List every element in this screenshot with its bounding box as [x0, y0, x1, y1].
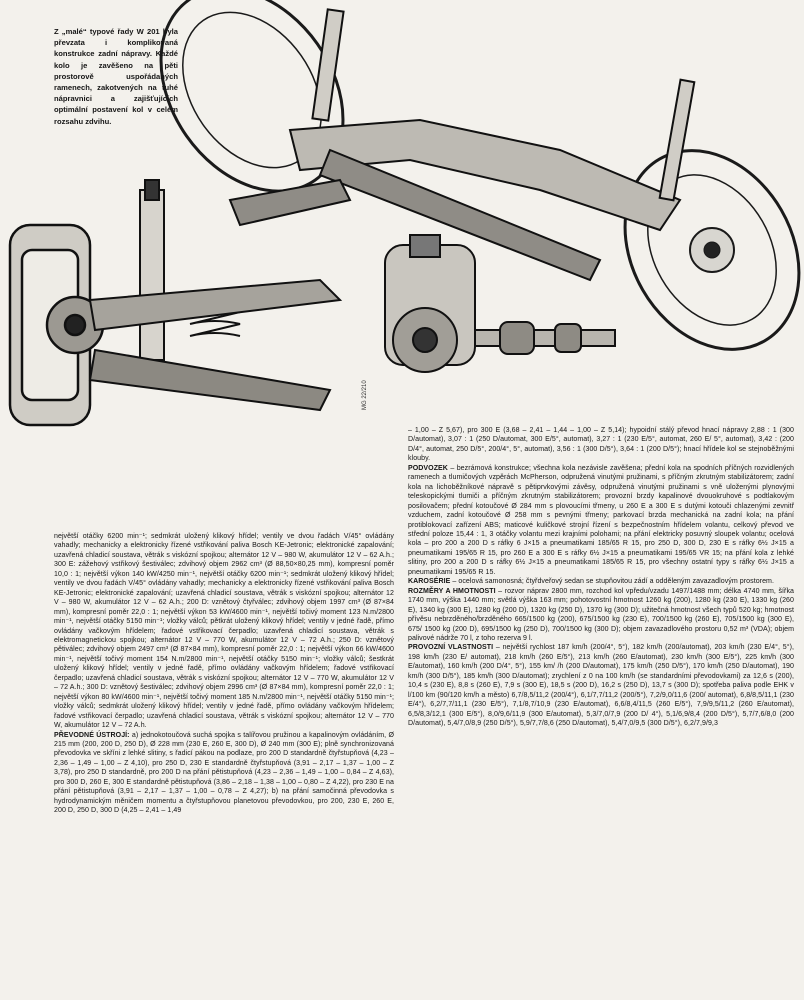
left-column [54, 532, 394, 816]
body-paragraph [408, 577, 794, 586]
dimensions-header: ROZMĚRY A HMOTNOSTI [408, 587, 496, 595]
chassis-header: PODVOZEK [408, 464, 448, 472]
left-control-arms [90, 280, 340, 410]
dimensions-paragraph [408, 587, 794, 644]
chassis-paragraph [408, 464, 794, 577]
chassis-text: – bezrámová konstrukce; všechna kola nezávisle zavěšena; přední kola na spodních příčných rozvidlených ramenech a tlumičových vzpěrách McPherson, odpružená vinutými pružinami, s příčným zkrutným stabilizátorem; zadní kola na lichoběžníkové nápravě s pětiprvkovými závěsy, odpružená vinutými pružinami s vně uloženými plynovými teleskopickými tlumiči a příčným zkrutným stabilizátorem; provozní brzdy kapalinové dvouokruhové s podtlakovým posilovačem; přední kotoučové Ø 284 mm s plovoucími třmeny, u 260 E a 300 E s dutými kotouči chlazenými zevnitř vzduchem, zadní kotoučové Ø 258 mm s pevnými třmeny; parkovací brzda mechanická na zadní kola; na přání protiblokovací zařízení ABS; maticové kuličkové strojní řízení s bezpečnostním hřídelem volantu, celkový převod ve střední poloze 15,44 : 1, 3 otáčky volantu mezi krajními polohami; na přání elektricky posuvný sloupek volantu; ocelová kola – pro 200 a 200 D s ráfky 6 J×15 a pneumatikami 185/65 R 15, pro 250 D, 300 D, 230 E s ráfky 6½ J×15 a pneumatikami 195/65 R 15, pro 260 E a 300 E s ráfky 6½ J×15 a pneumatikami 195/65 VR 15; na přání kola z lehké slitiny, pro 200 a 200 D s ráfky 6½ J×15 a pneumatikami 185/65 R 15, pro všechny ostatní typy s ráfky 6½ J×15 a pneumatikami 195/65 R 15. [408, 464, 794, 576]
drivetrain-text: a) jednokotoučová suchá spojka s talířovou pružinou a kapalinovým ovládáním, Ø 215 mm (200, 200 D, 250 D), Ø 228 mm (230 E, 260 E, 300 D), Ø 240 mm (300 E); plně synchronizovaná převodovka ve skříni z lehké slitiny, s řadicí pákou na podlaze, pro 200 D standardně čtyřstupňová (4,23 – 2,36 – 1,49 – 1,00 – Z 4,10), pro 250 D, 230 E standardně čtyřstupňová (3,91 – 2,17 – 1,37 – 1,00 – Z 3,78), pro 250 D standardně, pro 200 D na přání pětistupňová (4,23 – 2,36 – 1,49 – 1,00 – 0,84 – Z 4,63), pro 300 D, 260 E, 300 E standardně pětistupňová (3,86 – 2,18 – 1,38 – 1,00 – 0,80 – Z 4,22), pro 230 E na přání pětistupňová (3,91 – 2,17 – 1,37 – 1,00 – 0,78 – Z 4,27); b) na přání samočinná převodovka s hydrodynamickým měničem momentu a čtyřstupňovou planetovou převodovkou, pro 200, 230 E, 260 E, 200 D, 250 D, 300 D (4,25 – 2,41 – 1,49 [54, 731, 395, 815]
left-strut [140, 180, 240, 360]
dimensions-text: – rozvor náprav 2800 mm, rozchod kol vpředu/vzadu 1497/1488 mm; délka 4740 mm, šířka 1740 mm, výška 1440 mm; světlá výška 163 mm; pohotovostní hmotnost 1260 kg (200), 1280 kg (230 E), 1330 kg (260 E), 1340 kg (300 E), 1280 kg (200 D), 1320 kg (250 D), 1370 kg (300 D); užitečná hmotnost všech typů 520 kg; hmotnost přívěsu nebrzděného/brzděného 665/1500 kg (200), 675/1500 kg (230 E), 700/1500 kg (260 E), 705/1500 kg (300 E), 675/ 1500 kg (200 D), 695/1500 kg (250 D), 700/1500 kg (300 D); objem zavazadlového prostoru 0,52 m³ (VDA); objem palivové nádrže 70 l, z toho rezerva 9 l. [408, 587, 794, 642]
performance-text: – největší rychlost 187 km/h (200/4°, 5°), 182 km/h (200/automat), 203 km/h (230 E/4°, 5°), 198 km/h (230 E/ automat), 218 km/h (260 E/5°), 213 km/h (260 E/automat), 230 km/h (300 E/5°), 225 km/h (300 E/automat), 160 km/h (200 D/4°, 5°), 155 km/ /h (200 D/automat), 175 km/h (250 D/5°), 170 km/h (250 D/automat), 190 km/h (300 D/5°), 185 km/h (300 D/automat); zrychlení z 0 na 100 km/h (se standardními převodovkami) za 12,6 s (200), 10,4 s (230 E), 8,8 s (260 E), 7,9 s (300 E), 18,5 s (200 D), 16,2 s (250 D), 13,7 s (300 D); spotřeba paliva podle EHK v l/100 km (90/120 km/h a město) 6,7/8,5/11,2 (200/4°), 6,1/7,7/11,2 (200/5°), 7,2/9,0/11,6 (200/ automat), 6,8/8,5/11,1 (230 E/4°), 6,2/7,7/11,1 (230 E/5°), 7,1/8,7/10,9 (230 E/automat), 6,6/8,4/11,5 (260 E/5°), 7,9/9,5/11,2 (260 E/automat), 6,5/8,3/12,1 (300 E/5°), 8,0/9,6/11,9 (300 E/automat), 5,3/7,0/7,9 (200 D/ 4°), 5,1/6,9/8,4 (200 D/5°), 5,7/7,6/8,0 (200 D/automat), 5,4/7,0/8,9 (250 D/5°), 5,9/7,7/8,6 (250 D/automat), 5,4/7,0/9,5 (300 D/5°), 6,2/7,9/9,3 [408, 644, 794, 728]
performance-paragraph [408, 643, 794, 728]
illustration-caption: Z „malé“ typové řady W 201 byla převzata i komplikovaná konstrukce zadní nápravy. Každé kolo je zavěšeno na pěti prostorově uspořádaných ramenech, zakotvených na tuhé nápravnici a zajišťujících optimální postavení kol v celém rozsahu zdvihu. [54, 27, 178, 126]
performance-header: PROVOZNÍ VLASTNOSTI [408, 644, 494, 652]
body-header: KAROSÉRIE [408, 578, 451, 586]
drivetrain-paragraph [54, 731, 394, 816]
left-cutaway-wheel [10, 225, 103, 425]
figure-code: MG 22/210 [362, 380, 368, 410]
transmission-continued: – 1,00 – Z 5,67), pro 300 E (3,68 – 2,41 – 1,44 – 1,00 – Z 5,14); hypoidní stálý převod hnací nápravy 2,88 : 1 (300 D/automat), 3,07 : 1 (250 D/automat, 300 E/5°, automat), 3,27 : 1 (230 E/5°, automat, 260 E/ 5°, automat), 3,42 : (200 D/4°, automat, 250 D/5°, 200/4°, 5°, automat), 3,56 : 1 (300 D/5°), 3,64 : 1 (200 D/5°); hnací hřídele kol se stejnoběžnými klouby. [408, 427, 794, 463]
right-wheel [590, 119, 804, 381]
body-text: – ocelová samonosná; čtyřdveřový sedan se stupňovitou zádí a odděleným zavazadlovým prostorem. [452, 578, 774, 586]
right-column [408, 426, 794, 729]
drivetrain-header: PŘEVODNÉ ÚSTROJÍ: [54, 731, 130, 739]
drive-shaft [475, 322, 615, 354]
differential [385, 235, 475, 372]
engine-specs-paragraph: největší otáčky 6200 min⁻¹; sedmkrát uložený klikový hřídel; ventily ve dvou řadách V/45° ovládány vahadly; mechanicky a elektronicky řízené vstřikování paliva Bosch KE-Jetronic; elektronické zapalování; uzavřená chladicí soustava, větrák s viskózní spojkou; alternátor 12 V – 980 W, akumulátor 12 V – 62 A.h.; 300 E: zážehový vstřikový šestiválec; zdvihový objem 2962 cm³ (Ø 88,50×80,25 mm), kompresní poměr 10,0 : 1; největší výkon 140 kW/4250 min⁻¹, největší otáčky 6200 min⁻¹; sedmkrát uložený klikový hřídel; ventily ve dvou řadách V/45° ovládány vahadly; mechanicky a elektronicky řízené vstřikování paliva Bosch KE-Jetronic; elektronické zapalování; uzavřená chladicí soustava, větrák s viskózní spojkou; alternátor 12 V – 980 W, akumulátor 12 V – 62 A.h.; 200 D: vznětový čtyřválec; zdvihový objem 1997 cm³ (Ø 87×84 mm), kompresní poměr 22,0 : 1; největší výkon 53 kW/4600 min⁻¹, největší točivý moment 123 N.m/2800 min⁻¹, největší otáčky 5150 min⁻¹; vložky válců; pětkrát uložený klikový hřídel; ventily v jedné řadě, přímo ovládány vačkovým hřídelem; řadové vstřikovací čerpadlo; uzavřená chladicí soustava, větrák s elektromagnetickou spojkou; alternátor 12 V – 770 W, akumulátor 12 V – 72 A.h.; 250 D: vznětový pětiválec; zdvihový objem 2497 cm³ (Ø 87×84 mm), kompresní poměr 22,0 : 1; největší výkon 66 kW/4600 min⁻¹, největší točivý moment 154 N.m/2800 min⁻¹, největší otáčky 5150 min⁻¹; vložky válců; šestkrát uložený klikový hřídel; ventily v jedné řadě, přímo ovládány vačkovým hřídelem; řadové vstřikovací čerpadlo; uzavřená chladicí soustava, větrák s viskózní spojkou; alternátor 12 V – 770 W, akumulátor 12 V – 72 A.h.; 300 D: vznětový šestiválec; zdvihový objem 2996 cm³ (Ø 87×84 mm), kompresní poměr 22,0 : 1; největší výkon 80 kW/4600 min⁻¹, největší točivý moment 185 N.m/2800 min⁻¹, největší otáčky 5150 min⁻¹; vložky válců; sedmkrát uložený klikový hřídel; ventily v jedné řadě, přímo ovládány vačkovým hřídelem; řadové vstřikovací čerpadlo; uzavřená chladicí soustava, větrák s viskózní spojkou; alternátor 12 V – 770 W, akumulátor 12 V – 72 A.h. [54, 533, 394, 730]
